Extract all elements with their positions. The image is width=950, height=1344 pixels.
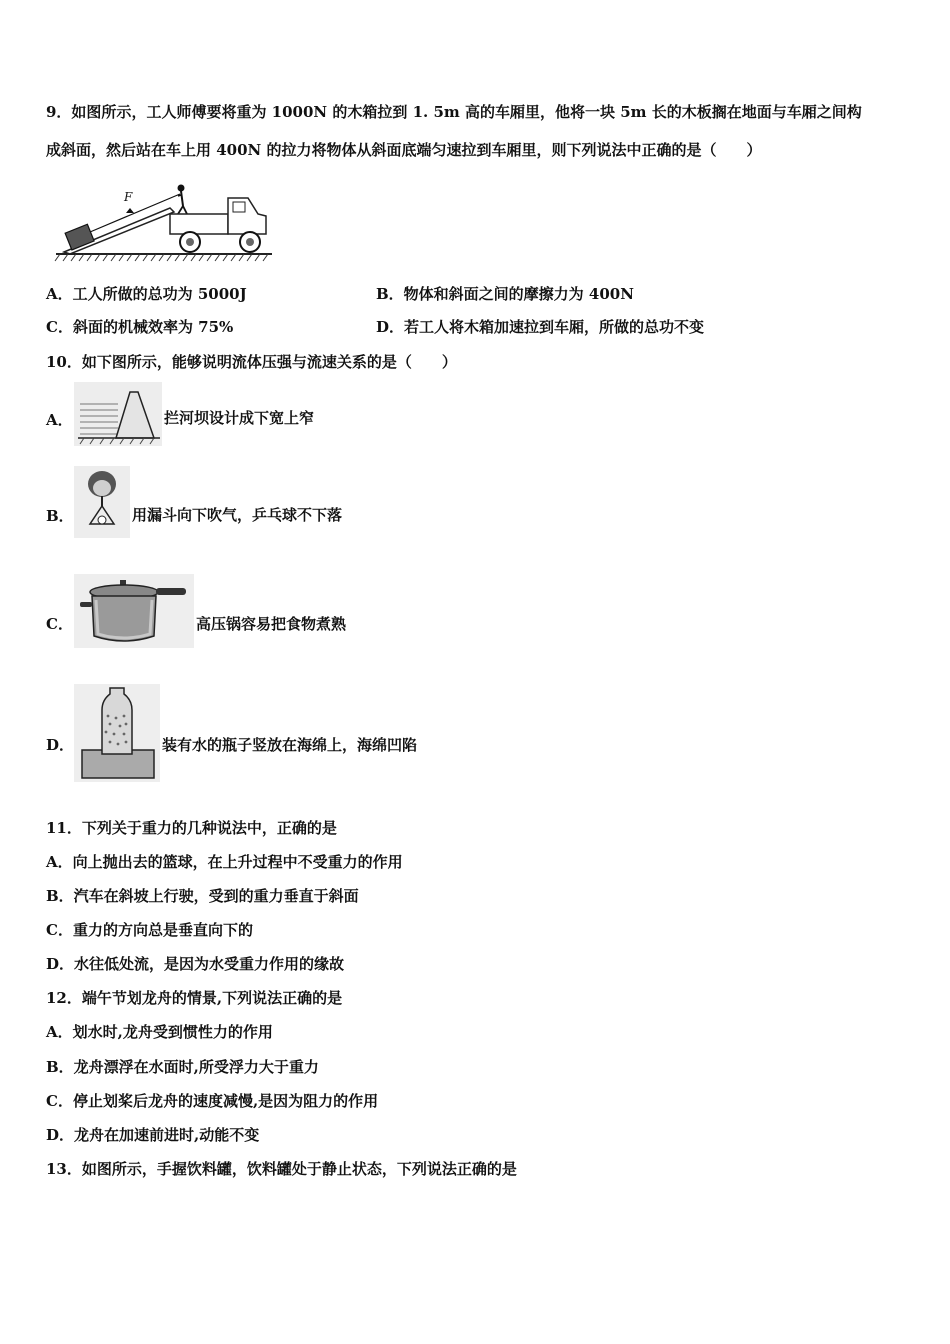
q11-option-b: B．汽车在斜坡上行驶，受到的重力垂直于斜面 xyxy=(46,887,359,905)
q12-stem: 12．端午节划龙舟的情景,下列说法正确的是 xyxy=(46,989,343,1007)
q9-option-d: D．若工人将木箱加速拉到车厢，所做的总功不变 xyxy=(376,318,705,336)
q10-option-c-text: 高压锅容易把食物煮熟 xyxy=(196,615,347,633)
q10-option-d-letter: D． xyxy=(46,736,75,754)
q11-option-a: A．向上抛出去的篮球，在上升过程中不受重力的作用 xyxy=(46,853,403,871)
q9-stem-line2: 成斜面，然后站在车上用 400N 的拉力将物体从斜面底端匀速拉到车厢里，则下列说法中正确的是（ ） xyxy=(46,141,762,159)
force-label-f: F xyxy=(124,190,133,204)
q9-option-c: C．斜面的机械效率为 75% xyxy=(46,318,234,336)
q10-option-a-text: 拦河坝设计成下宽上窄 xyxy=(164,409,315,427)
q10-stem: 10．如下图所示，能够说明流体压强与流速关系的是（ ） xyxy=(46,353,457,371)
q10-option-a-letter: A． xyxy=(46,411,73,429)
q9-ramp-truck-figure xyxy=(52,180,276,266)
q11-option-d: D．水往低处流，是因为水受重力作用的缘故 xyxy=(46,955,345,973)
dam-image xyxy=(74,382,162,446)
funnel-pingpong-image xyxy=(74,466,130,538)
q12-option-d: D．龙舟在加速前进时,动能不变 xyxy=(46,1126,260,1144)
q11-stem: 11．下列关于重力的几种说法中，正确的是 xyxy=(46,819,337,837)
q9-stem-line1: 9．如图所示，工人师傅要将重为 1000N 的木箱拉到 1. 5m 高的车厢里，他将一块 5m 长的木板搁在地面与车厢之间构 xyxy=(46,103,862,121)
q10-option-c-letter: C． xyxy=(46,615,73,633)
q9-option-b: B．物体和斜面之间的摩擦力为 400N xyxy=(376,285,634,303)
bottle-sponge-image xyxy=(74,684,160,782)
q12-option-c: C．停止划桨后龙舟的速度减慢,是因为阻力的作用 xyxy=(46,1092,379,1110)
pressure-cooker-image xyxy=(74,574,194,648)
q9-option-a: A．工人所做的总功为 5000J xyxy=(46,285,247,303)
q12-option-b: B．龙舟漂浮在水面时,所受浮力大于重力 xyxy=(46,1058,319,1076)
q11-option-c: C．重力的方向总是垂直向下的 xyxy=(46,921,253,939)
q13-stem: 13．如图所示，手握饮料罐，饮料罐处于静止状态，下列说法正确的是 xyxy=(46,1160,517,1178)
q10-option-b-letter: B． xyxy=(46,507,74,525)
q10-option-d-text: 装有水的瓶子竖放在海绵上，海绵凹陷 xyxy=(162,736,418,754)
q10-option-b-text: 用漏斗向下吹气，乒乓球不下落 xyxy=(132,506,343,524)
q12-option-a: A．划水时,龙舟受到惯性力的作用 xyxy=(46,1023,273,1041)
